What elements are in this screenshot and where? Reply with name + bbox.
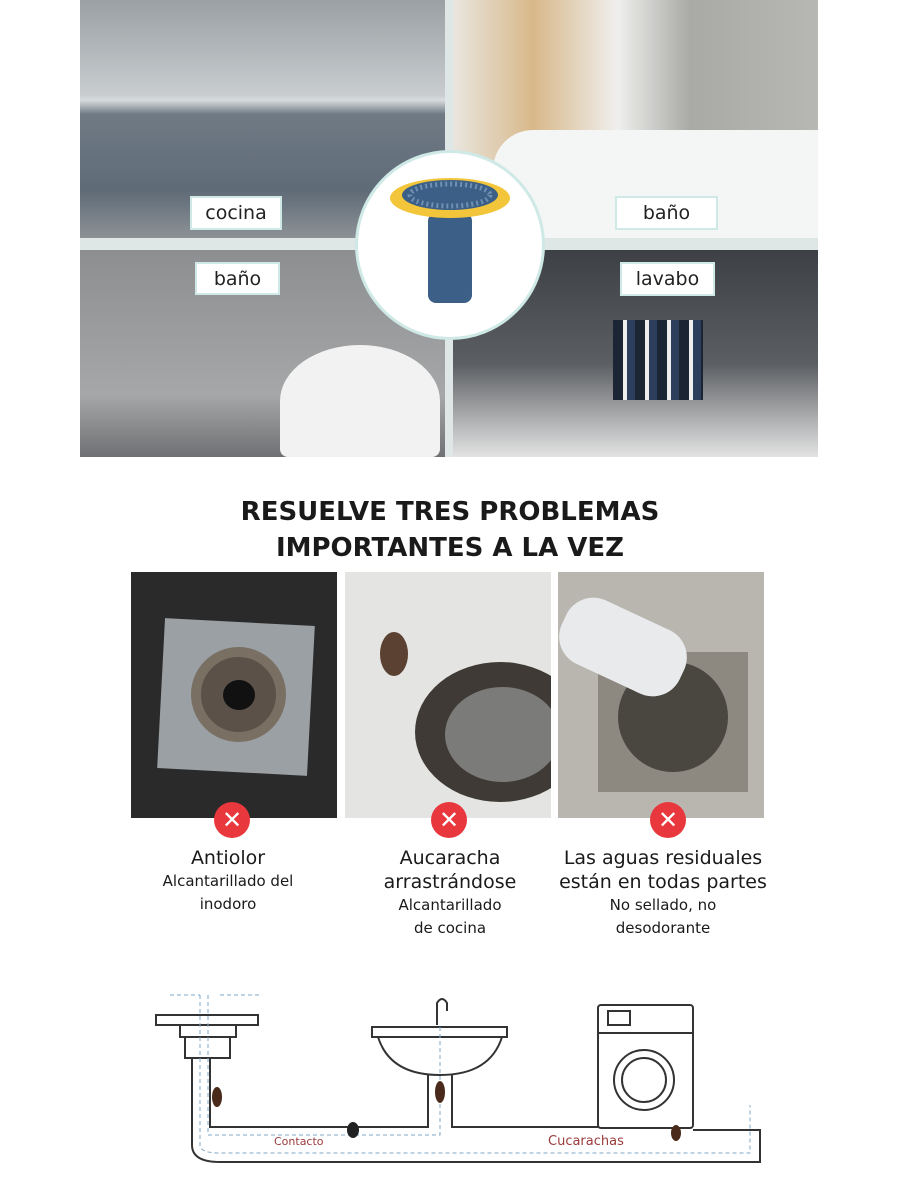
washing-machine bbox=[598, 1005, 693, 1128]
headline bbox=[0, 494, 900, 566]
x-circle-icon: ✕ bbox=[650, 802, 686, 838]
label-cocina: cocina bbox=[190, 196, 282, 230]
label-bano-top: baño bbox=[615, 196, 718, 230]
plumbing-diagram bbox=[150, 985, 780, 1185]
cockroach-icon bbox=[671, 1125, 681, 1141]
label-contacto: Contacto bbox=[274, 1135, 324, 1148]
x-circle-icon: ✕ bbox=[214, 802, 250, 838]
label-lavabo: lavabo bbox=[620, 262, 715, 296]
label-cucarachas: Cucarachas bbox=[548, 1134, 624, 1149]
headline-line-2: IMPORTANTES A LA VEZ bbox=[275, 533, 625, 563]
cockroach-icon bbox=[212, 1087, 222, 1107]
cockroach-drain-photo bbox=[345, 572, 551, 818]
problem-odor: Antiolor Alcantarillado del inodoro bbox=[162, 847, 294, 913]
cockroach-icon bbox=[435, 1081, 445, 1103]
problem-cockroach: Aucaracha arrastrándose Alcantarillado de cocina bbox=[383, 847, 517, 937]
label-bano-bottom: baño bbox=[195, 262, 280, 295]
sewage-drain-photo bbox=[558, 572, 764, 818]
odor-drain-photo bbox=[131, 572, 337, 818]
headline-line-1: RESUELVE TRES PROBLEMAS bbox=[240, 497, 660, 527]
drain-plug-icon bbox=[358, 153, 542, 337]
floor-drain bbox=[156, 1015, 258, 1058]
fly-icon bbox=[347, 1122, 359, 1138]
room-collage bbox=[80, 0, 818, 457]
x-circle-icon: ✕ bbox=[431, 802, 467, 838]
product-circle bbox=[355, 150, 545, 340]
problem-sewage: Las aguas residuales están en todas partes No sellado, no desodorante bbox=[559, 847, 767, 937]
